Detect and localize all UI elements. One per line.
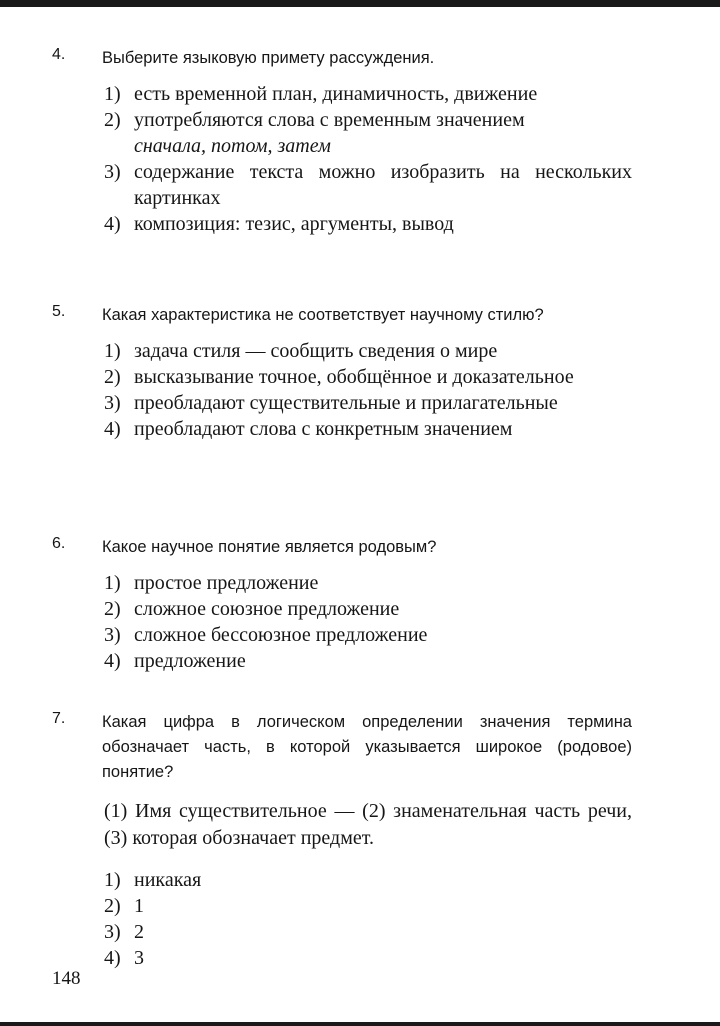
top-edge-bar [0, 0, 720, 7]
question-number: 5. [52, 303, 66, 320]
answer-option: 1) задача стиля — сообщить сведения о мире [104, 340, 498, 362]
bottom-edge-bar [0, 1022, 720, 1026]
answer-option: 1) никакая [104, 869, 202, 891]
answer-option: 3) преобладают существительные и прилагательные [104, 392, 558, 414]
question-number: 7. [52, 710, 66, 727]
question-4 [52, 46, 632, 237]
example-sentence: (1) Имя существительное — (2) знаменательная часть речи, (3) которая обозначает предмет. [104, 800, 632, 849]
answer-options [104, 867, 632, 971]
answer-options [104, 81, 632, 237]
question-text: Какое научное понятие является родовым? [102, 538, 437, 556]
answer-option: 1) есть временной план, динамичность, движение [104, 83, 538, 105]
answer-option: 2) высказывание точное, обобщённое и доказательное [104, 366, 574, 388]
page-number: 148 [52, 968, 81, 989]
answer-option: 3) содержание текста можно изобразить на нескольких картинках [104, 161, 632, 209]
answer-option: 4) 3 [104, 947, 144, 969]
answer-option: 2) употребляются слова с временным значением сначала, потом, затем [104, 109, 525, 157]
question-number: 4. [52, 46, 66, 63]
answer-option: 2) 1 [104, 895, 144, 917]
question-7 [52, 710, 632, 971]
answer-options [104, 338, 632, 442]
answer-options [104, 570, 632, 674]
question-text: Какая характеристика не соответствует научному стилю? [102, 306, 544, 324]
question-5 [52, 303, 632, 442]
answer-option: 3) 2 [104, 921, 144, 943]
answer-option: 4) композиция: тезис, аргументы, вывод [104, 213, 454, 235]
answer-option: 2) сложное союзное предложение [104, 598, 400, 620]
answer-option: 4) преобладают слова с конкретным значением [104, 418, 513, 440]
question-text: Выберите языковую примету рассуждения. [102, 49, 435, 67]
question-number: 6. [52, 535, 66, 552]
answer-option: 1) простое предложение [104, 572, 319, 594]
question-6 [52, 535, 632, 674]
italic-examples: сначала, потом, затем [134, 135, 331, 157]
answer-option: 3) сложное бессоюзное предложение [104, 624, 428, 646]
answer-option: 4) предложение [104, 650, 246, 672]
question-text: Какая цифра в логическом определении значения термина обозначает часть, в которой указывается широкое (родовое) понятие? [102, 713, 632, 781]
